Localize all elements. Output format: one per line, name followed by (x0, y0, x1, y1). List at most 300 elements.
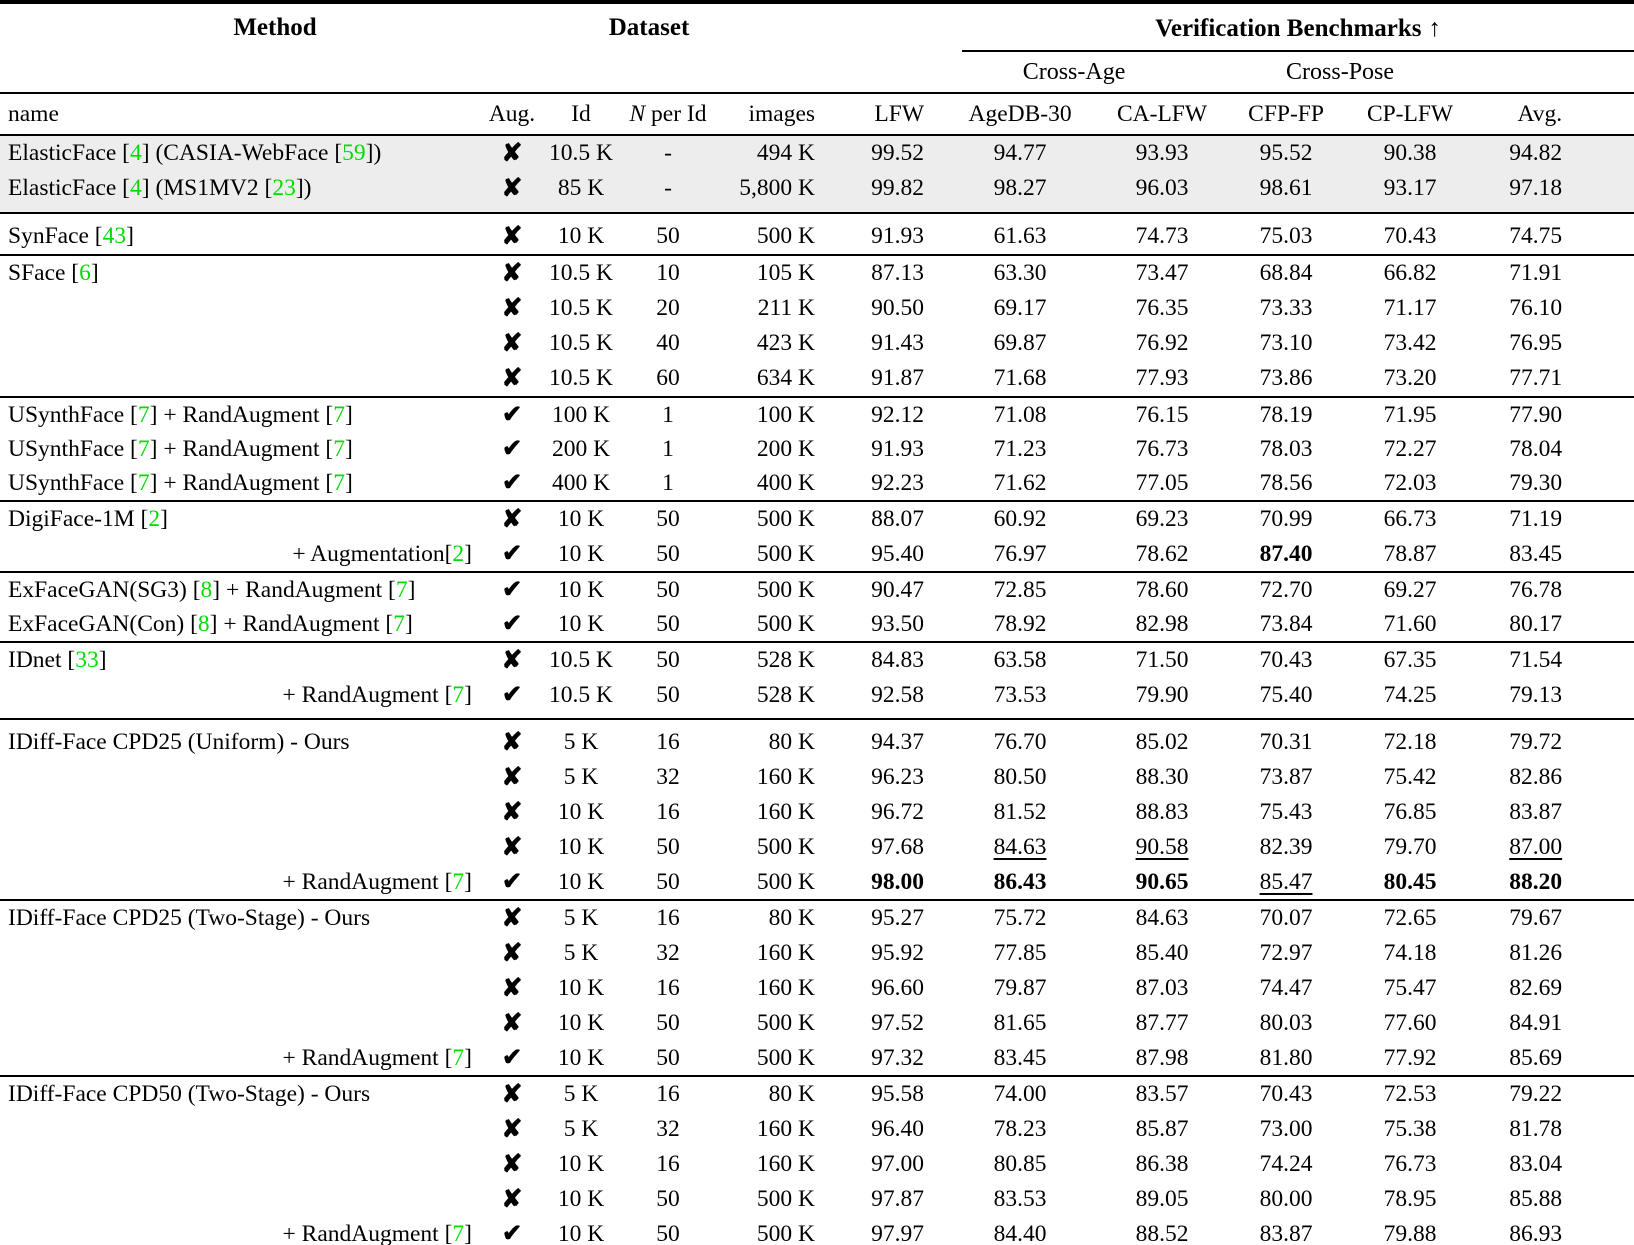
citation-link[interactable]: 7 (333, 401, 345, 428)
cell-images: 80 K (718, 900, 818, 936)
cell-cfpfp: 70.43 (1216, 642, 1356, 678)
cell-cplfw: 80.45 (1383, 868, 1437, 895)
cell-cplfw: 76.85 (1383, 799, 1437, 825)
cell-calfw: 76.15 (1108, 397, 1216, 432)
cell-lfw: 91.43 (871, 330, 925, 356)
cell-calfw: 76.92 (1135, 330, 1189, 356)
cell-calfw: 76.73 (1135, 435, 1189, 462)
cell-lfw: 91.93 (871, 435, 925, 462)
cross-mark-icon: ✘ (501, 728, 523, 756)
cell-cplfw: 67.35 (1356, 642, 1464, 678)
citation-link[interactable]: 7 (333, 435, 345, 462)
citation-link[interactable]: 7 (452, 1044, 465, 1071)
cell-n: 50 (618, 501, 718, 537)
cell-n: 16 (618, 900, 718, 936)
citation-link[interactable]: 7 (137, 469, 150, 496)
cell-aug (480, 607, 544, 642)
cell-agedb: 61.63 (932, 213, 1108, 256)
cell-n: 50 (656, 834, 680, 860)
cell-cfpfp: 81.80 (1259, 1044, 1313, 1071)
cell-cplfw: 93.17 (1356, 171, 1464, 213)
cell-id: 85 K (544, 171, 618, 213)
cell-name: IDiff-Face CPD50 (Two-Stage) - Ours (0, 1076, 480, 1112)
cell-cfpfp: 73.84 (1259, 610, 1313, 637)
cell-images: 200 K (756, 435, 816, 462)
cell-cfpfp: 73.10 (1259, 330, 1313, 356)
cell-images: 160 K (756, 1151, 816, 1177)
cell-id: 10 K (557, 1151, 605, 1177)
column-header-row (0, 93, 1634, 135)
cell-cplfw: 72.53 (1356, 1076, 1464, 1112)
cell-aug (480, 1006, 544, 1041)
cell-id: 10 K (544, 213, 618, 256)
cell-calfw: 89.05 (1135, 1186, 1189, 1212)
cell-n: 50 (656, 681, 680, 708)
cell-cfpfp: 98.61 (1216, 171, 1356, 213)
cell-cplfw: 72.65 (1356, 900, 1464, 936)
cell-avg: 81.78 (1509, 1116, 1563, 1142)
cross-mark-icon: ✘ (501, 364, 523, 392)
cell-n: 50 (656, 540, 680, 567)
cell-avg: 79.13 (1509, 681, 1563, 708)
cell-id: 10 K (544, 572, 618, 607)
cell-n: 16 (656, 975, 680, 1001)
cell-images: 80 K (718, 1076, 818, 1112)
cell-n: 16 (618, 719, 718, 761)
cell-cfpfp: 70.43 (1216, 1076, 1356, 1112)
citation-link[interactable]: 7 (395, 576, 408, 603)
cell-images: 500 K (756, 834, 816, 860)
cell-aug (480, 1041, 544, 1076)
cell-avg: 86.93 (1509, 1220, 1563, 1245)
cell-cplfw: 90.38 (1356, 135, 1464, 171)
cell-lfw: 97.32 (871, 1044, 925, 1071)
checkmark-icon: ✔ (501, 469, 523, 496)
cell-avg: 77.90 (1464, 397, 1634, 432)
cell-name (0, 1006, 480, 1041)
cell-name: DigiFace-1M [2] (0, 501, 480, 537)
dataset-group-header (480, 2, 818, 52)
cell-name (0, 936, 480, 971)
cross-pose-header: Cross-Pose (1216, 52, 1464, 93)
cell-images: 500 K (756, 868, 816, 895)
cell-name (0, 291, 480, 326)
cell-lfw: 95.27 (818, 900, 932, 936)
cell-calfw: 77.93 (1135, 365, 1189, 391)
cell-cfpfp: 95.52 (1216, 135, 1356, 171)
n-italic-label: N (629, 100, 646, 127)
cell-id: 10 K (557, 975, 605, 1001)
column-header-aug: Aug. (480, 93, 544, 135)
citation-link[interactable]: 23 (272, 175, 296, 201)
cell-aug (480, 326, 544, 361)
cross-mark-icon: ✘ (501, 904, 523, 932)
cell-cfpfp: 74.24 (1259, 1151, 1313, 1177)
cell-id: 200 K (551, 435, 611, 462)
table-row (0, 255, 1634, 291)
table-row (0, 466, 1634, 501)
cell-name: SFace [6] (0, 255, 480, 291)
cell-cplfw: 71.95 (1356, 397, 1464, 432)
cell-id: 5 K (544, 719, 618, 761)
cell-lfw: 96.72 (871, 799, 925, 825)
dataset-header-label: Dataset (608, 14, 690, 41)
cell-lfw: 87.13 (818, 255, 932, 291)
cell-id: 5 K (544, 1076, 618, 1112)
cell-calfw: 78.62 (1135, 540, 1189, 567)
cell-images: 500 K (756, 1010, 816, 1036)
citation-link[interactable]: 2 (452, 540, 465, 567)
cell-name (0, 326, 480, 361)
cell-id: 10 K (557, 1186, 605, 1212)
cell-calfw: 74.73 (1108, 213, 1216, 256)
cell-calfw: 88.83 (1135, 799, 1189, 825)
cell-n: 10 (618, 255, 718, 291)
cell-name: ExFaceGAN(Con) [8] + RandAugment [7] (8, 610, 413, 637)
table-row (0, 361, 1634, 397)
cell-calfw: 71.50 (1108, 642, 1216, 678)
citation-link[interactable]: 8 (200, 576, 213, 603)
table-row (0, 1076, 1634, 1112)
checkmark-icon: ✔ (501, 576, 523, 603)
checkmark-icon: ✔ (501, 681, 523, 708)
cell-id: 5 K (544, 900, 618, 936)
citation-link[interactable]: 2 (148, 506, 161, 532)
cell-lfw: 96.60 (871, 975, 925, 1001)
cell-agedb: 79.87 (993, 975, 1047, 1001)
cell-images: 423 K (756, 330, 816, 356)
cell-cplfw: 74.25 (1383, 681, 1437, 708)
checkmark-icon: ✔ (501, 540, 523, 567)
benchmarks-title: Verification Benchmarks (1155, 15, 1422, 42)
cell-avg: 83.87 (1509, 799, 1563, 825)
table-row (0, 432, 1634, 466)
method-group-header (0, 2, 480, 52)
cell-name (0, 830, 480, 865)
citation-link[interactable]: 7 (393, 610, 405, 637)
cell-agedb: 94.77 (932, 135, 1108, 171)
cell-cplfw: 78.95 (1383, 1186, 1437, 1212)
checkmark-icon: ✔ (501, 610, 523, 637)
cross-mark-icon: ✘ (501, 646, 523, 674)
cell-cplfw: 78.87 (1383, 540, 1437, 567)
table-row (0, 865, 1634, 900)
cell-agedb: 78.92 (993, 610, 1047, 637)
cell-lfw: 95.40 (871, 540, 925, 567)
cell-aug (480, 1076, 544, 1112)
cell-cplfw: 79.88 (1383, 1220, 1437, 1245)
cell-calfw: 90.65 (1135, 868, 1189, 895)
cell-agedb: 72.85 (932, 572, 1108, 607)
cell-aug (480, 466, 544, 501)
cell-n: 32 (656, 764, 680, 790)
column-header-cfpfp: CFP-FP (1216, 93, 1356, 135)
cell-name: IDnet [33] (0, 642, 480, 678)
cell-images: 400 K (756, 469, 816, 496)
cross-mark-icon: ✘ (501, 1150, 523, 1178)
cell-images: 500 K (756, 1044, 816, 1071)
citation-link[interactable]: 7 (333, 469, 345, 496)
cross-mark-icon: ✘ (501, 174, 523, 202)
cell-images: 160 K (756, 764, 816, 790)
cell-avg: 79.22 (1464, 1076, 1634, 1112)
table-row (0, 1182, 1634, 1217)
cell-n: 20 (656, 295, 680, 321)
table-row (0, 719, 1634, 761)
cell-cfpfp: 73.00 (1259, 1116, 1313, 1142)
cell-n: 32 (656, 940, 680, 966)
cell-images: 500 K (718, 213, 818, 256)
column-header-n-per-id (618, 93, 718, 135)
cell-lfw: 97.87 (871, 1186, 925, 1212)
cell-name: + Augmentation[2] (292, 540, 472, 567)
cell-id: 10.5 K (549, 365, 613, 391)
cell-aug (480, 900, 544, 936)
checkmark-icon: ✔ (501, 435, 523, 462)
cell-lfw: 95.58 (818, 1076, 932, 1112)
cell-cfpfp: 72.97 (1259, 940, 1313, 966)
table-row (0, 397, 1634, 432)
cell-id: 10 K (557, 868, 605, 895)
cell-calfw: 83.57 (1108, 1076, 1216, 1112)
cell-cplfw: 72.18 (1356, 719, 1464, 761)
cell-avg: 78.04 (1509, 435, 1563, 462)
cell-cplfw: 70.43 (1356, 213, 1464, 256)
column-header-id: Id (544, 93, 618, 135)
benchmarks-group-header (818, 2, 1634, 52)
cell-id: 10 K (557, 1220, 605, 1245)
cell-cplfw: 76.73 (1383, 1151, 1437, 1177)
cross-mark-icon: ✘ (501, 1009, 523, 1037)
column-header-lfw: LFW (818, 93, 932, 135)
cell-cfpfp: 74.47 (1259, 975, 1313, 1001)
cell-id: 10 K (557, 1010, 605, 1036)
cell-lfw: 94.37 (818, 719, 932, 761)
cell-cplfw: 72.03 (1383, 469, 1437, 496)
cell-calfw: 93.93 (1108, 135, 1216, 171)
cell-avg: 83.45 (1509, 540, 1563, 567)
cell-agedb: 71.23 (993, 435, 1047, 462)
cell-aug (480, 501, 544, 537)
cell-cfpfp: 75.40 (1259, 681, 1313, 708)
cell-name: + RandAugment [7] (282, 1220, 472, 1245)
cross-mark-icon: ✘ (501, 763, 523, 791)
column-header-cplfw: CP-LFW (1356, 93, 1464, 135)
cell-id: 10 K (557, 610, 605, 637)
cell-id: 400 K (551, 469, 611, 496)
cell-avg: 84.91 (1509, 1010, 1563, 1036)
cell-cplfw: 75.42 (1383, 764, 1437, 790)
cell-agedb: 71.68 (993, 365, 1047, 391)
cell-aug (480, 1182, 544, 1217)
cell-aug (480, 936, 544, 971)
cell-agedb: 71.62 (993, 469, 1047, 496)
cell-agedb: 60.92 (932, 501, 1108, 537)
table-body (0, 135, 1634, 1245)
cell-images: 500 K (756, 1186, 816, 1212)
cell-avg: 71.54 (1464, 642, 1634, 678)
cell-calfw: 87.98 (1135, 1044, 1189, 1071)
cross-mark-icon: ✘ (501, 294, 523, 322)
cell-aug (480, 213, 544, 256)
citation-link[interactable]: 8 (197, 610, 210, 637)
checkmark-icon: ✔ (501, 868, 523, 895)
cell-aug (480, 432, 544, 466)
cell-agedb: 86.43 (993, 868, 1047, 895)
table-row (0, 213, 1634, 256)
cell-calfw: 87.03 (1135, 975, 1189, 1001)
cell-id: 10 K (557, 540, 605, 567)
cell-lfw: 96.23 (871, 764, 925, 790)
cell-images: 160 K (756, 940, 816, 966)
cell-calfw: 69.23 (1108, 501, 1216, 537)
cell-agedb: 76.70 (932, 719, 1108, 761)
cell-agedb: 63.30 (932, 255, 1108, 291)
cell-images: 494 K (718, 135, 818, 171)
cross-row-spacer-right (1464, 52, 1634, 93)
cell-avg: 76.10 (1509, 295, 1563, 321)
cell-avg: 74.75 (1464, 213, 1634, 256)
cell-avg: 85.88 (1509, 1186, 1563, 1212)
cell-lfw: 91.87 (871, 365, 925, 391)
cell-avg: 76.95 (1509, 330, 1563, 356)
cell-agedb: 84.63 (993, 834, 1047, 860)
cell-cplfw: 75.38 (1383, 1116, 1437, 1142)
cell-aug (480, 361, 544, 397)
cell-lfw: 97.00 (871, 1151, 925, 1177)
cell-n: 50 (656, 1010, 680, 1036)
table-head (0, 2, 1634, 135)
table-row (0, 1112, 1634, 1147)
cell-n: 50 (618, 213, 718, 256)
citation-link[interactable]: 7 (452, 1220, 465, 1245)
citation-link[interactable]: 7 (452, 868, 465, 895)
cell-avg: 81.26 (1509, 940, 1563, 966)
cell-n: 50 (656, 1186, 680, 1212)
cell-agedb: 83.53 (993, 1186, 1047, 1212)
cell-cfpfp: 70.07 (1216, 900, 1356, 936)
cell-images: 160 K (756, 1116, 816, 1142)
cell-images: 211 K (757, 295, 816, 321)
table-row (0, 171, 1634, 213)
cell-calfw: 90.58 (1135, 834, 1189, 860)
cell-cplfw: 66.73 (1356, 501, 1464, 537)
cell-name (0, 1182, 480, 1217)
cell-n: 16 (618, 1076, 718, 1112)
cell-images: 160 K (756, 975, 816, 1001)
citation-link[interactable]: 4 (130, 175, 142, 201)
cell-name (0, 361, 480, 397)
cell-images: 105 K (718, 255, 818, 291)
cell-calfw: 88.30 (1135, 764, 1189, 790)
cell-n: - (618, 135, 718, 171)
table-row (0, 900, 1634, 936)
cell-aug (480, 572, 544, 607)
cell-lfw: 99.52 (818, 135, 932, 171)
citation-link[interactable]: 7 (137, 401, 150, 428)
cell-cplfw: 73.42 (1383, 330, 1437, 356)
cell-cfpfp: 73.87 (1259, 764, 1313, 790)
cell-agedb: 76.97 (993, 540, 1047, 567)
cell-cplfw: 71.17 (1383, 295, 1437, 321)
table-row (0, 607, 1634, 642)
cell-name: ElasticFace [4] (CASIA-WebFace [59]) (0, 135, 480, 171)
citation-link[interactable]: 7 (137, 435, 150, 462)
cell-images: 500 K (718, 501, 818, 537)
cell-cfpfp: 70.99 (1216, 501, 1356, 537)
cell-cfpfp: 68.84 (1216, 255, 1356, 291)
cell-images: 500 K (718, 572, 818, 607)
table-row (0, 537, 1634, 572)
cell-calfw: 73.47 (1108, 255, 1216, 291)
cell-n: 50 (618, 642, 718, 678)
cell-n: 1 (662, 469, 674, 496)
cell-aug (480, 795, 544, 830)
cell-name: IDiff-Face CPD25 (Two-Stage) - Ours (0, 900, 480, 936)
cell-name (0, 795, 480, 830)
cell-n: 16 (656, 1151, 680, 1177)
cell-avg: 82.69 (1509, 975, 1563, 1001)
cell-avg: 76.78 (1464, 572, 1634, 607)
cell-images: 500 K (756, 540, 816, 567)
table-row (0, 642, 1634, 678)
table-row (0, 326, 1634, 361)
cell-cfpfp: 75.03 (1216, 213, 1356, 256)
cell-cfpfp: 73.86 (1259, 365, 1313, 391)
per-id-label: per Id (645, 100, 707, 127)
column-header-avg: Avg. (1464, 93, 1634, 135)
cell-images: 160 K (756, 799, 816, 825)
cell-n: 50 (656, 610, 680, 637)
citation-link[interactable]: 7 (452, 681, 465, 708)
table-row (0, 291, 1634, 326)
cell-id: 10 K (557, 799, 605, 825)
citation-link[interactable]: 4 (130, 140, 142, 166)
cell-calfw: 88.52 (1135, 1220, 1189, 1245)
cell-id: 10 K (544, 501, 618, 537)
cell-cplfw: 66.82 (1356, 255, 1464, 291)
cell-name: + RandAugment [7] (282, 868, 472, 895)
benchmarks-header-label (962, 15, 1634, 52)
cell-agedb: 71.08 (932, 397, 1108, 432)
cell-name: ExFaceGAN(SG3) [8] + RandAugment [7] (0, 572, 480, 607)
citation-link[interactable]: 6 (79, 260, 91, 286)
cell-n: 60 (656, 365, 680, 391)
cross-mark-icon: ✘ (501, 1185, 523, 1213)
cross-mark-icon: ✘ (501, 1115, 523, 1143)
citation-link[interactable]: 59 (342, 140, 366, 166)
cell-name: USynthFace [7] + RandAugment [7] (8, 469, 353, 496)
cell-n: 1 (662, 435, 674, 462)
cell-aug (480, 397, 544, 432)
cell-agedb: 84.40 (993, 1220, 1047, 1245)
citation-link[interactable]: 43 (102, 223, 127, 249)
cell-n: 50 (656, 1044, 680, 1071)
cell-lfw: 90.50 (871, 295, 925, 321)
cell-name (0, 1147, 480, 1182)
cell-lfw: 97.97 (871, 1220, 925, 1245)
cell-cplfw: 72.27 (1383, 435, 1437, 462)
cell-agedb: 74.00 (932, 1076, 1108, 1112)
cell-avg: 71.91 (1464, 255, 1634, 291)
cell-n: 1 (618, 397, 718, 432)
cell-avg: 88.20 (1509, 868, 1563, 895)
cell-lfw: 99.82 (818, 171, 932, 213)
citation-link[interactable]: 33 (75, 647, 99, 673)
cell-avg: 94.82 (1464, 135, 1634, 171)
cross-mark-icon: ✘ (501, 505, 523, 533)
table-row (0, 830, 1634, 865)
